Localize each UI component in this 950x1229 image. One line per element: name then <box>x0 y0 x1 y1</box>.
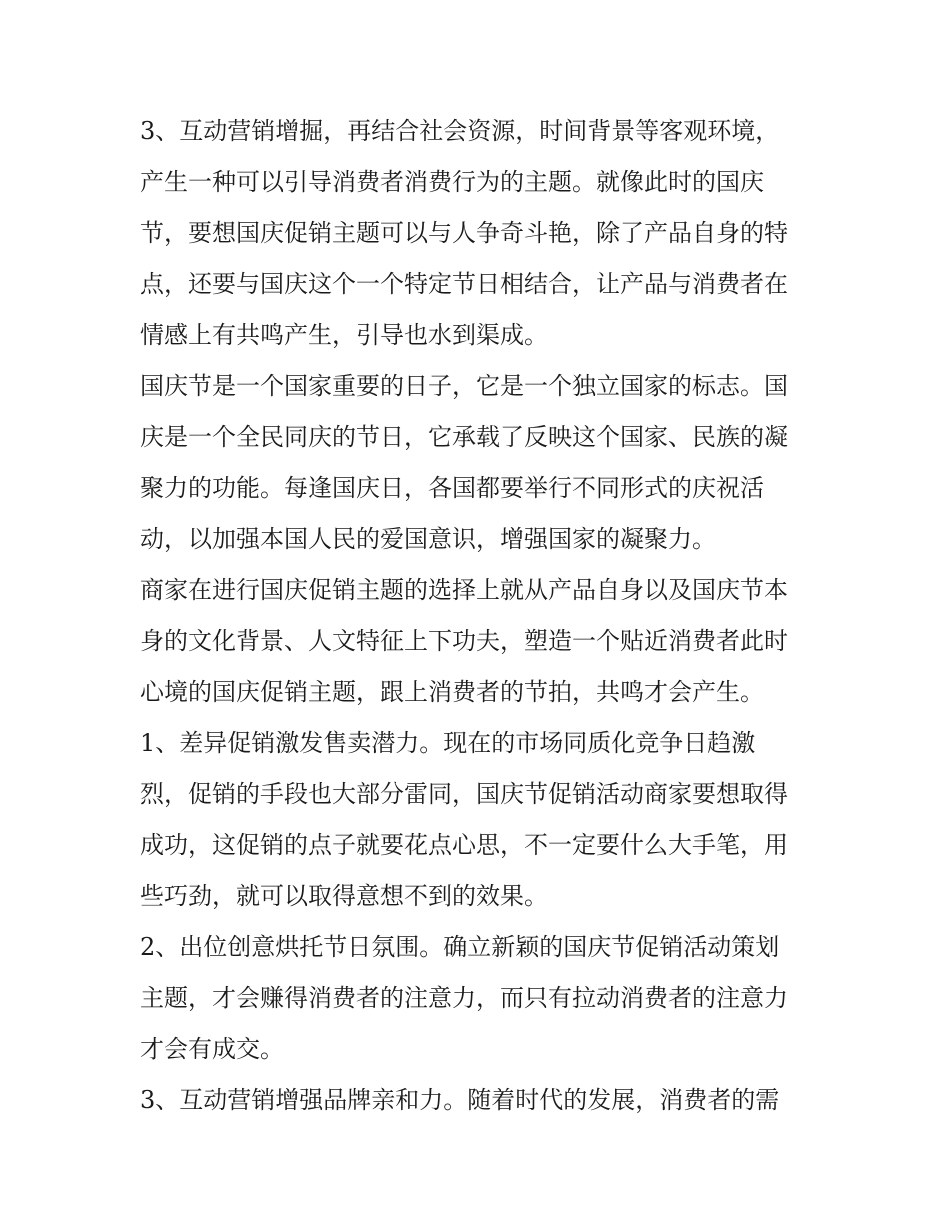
text-line: 1、差异促销激发售卖潜力。现在的市场同质化竞争日趋激 <box>140 729 756 757</box>
text-line: 国庆节是一个国家重要的日子，它是一个独立国家的标志。国 <box>140 372 788 400</box>
text-line: 些巧劲，就可以取得意想不到的效果。 <box>140 882 548 910</box>
text-line: 产生一种可以引导消费者消费行为的主题。就像此时的国庆 <box>140 168 764 196</box>
text-line: 节，要想国庆促销主题可以与人争奇斗艳，除了产品自身的特 <box>140 219 788 247</box>
text-line: 点，还要与国庆这个一个特定节日相结合，让产品与消费者在 <box>140 270 788 298</box>
text-line: 动，以加强本国人民的爱国意识，增强国家的凝聚力。 <box>140 525 716 553</box>
text-line: 成功，这促销的点子就要花点心思，不一定要什么大手笔，用 <box>140 831 788 859</box>
text-line: 心境的国庆促销主题，跟上消费者的节拍，共鸣才会产生。 <box>140 678 764 706</box>
text-line: 情感上有共鸣产生，引导也水到渠成。 <box>140 321 548 349</box>
text-line: 商家在进行国庆促销主题的选择上就从产品自身以及国庆节本 <box>140 576 788 604</box>
text-line: 3、互动营销增掘，再结合社会资源，时间背景等客观环境， <box>140 117 780 145</box>
text-line: 主题，才会赚得消费者的注意力，而只有拉动消费者的注意力 <box>140 984 788 1012</box>
text-line: 2、出位创意烘托节日氛围。确立新颖的国庆节促销活动策划 <box>140 933 780 961</box>
text-line: 才会有成交。 <box>140 1035 284 1063</box>
document-body <box>140 106 816 1126</box>
text-line: 3、互动营销增强品牌亲和力。随着时代的发展，消费者的需 <box>140 1086 780 1114</box>
text-line: 身的文化背景、人文特征上下功夫，塑造一个贴近消费者此时 <box>140 627 788 655</box>
text-line: 庆是一个全民同庆的节日，它承载了反映这个国家、民族的凝 <box>140 423 788 451</box>
text-line: 烈，促销的手段也大部分雷同，国庆节促销活动商家要想取得 <box>140 780 788 808</box>
text-line: 聚力的功能。每逢国庆日，各国都要举行不同形式的庆祝活 <box>140 474 764 502</box>
